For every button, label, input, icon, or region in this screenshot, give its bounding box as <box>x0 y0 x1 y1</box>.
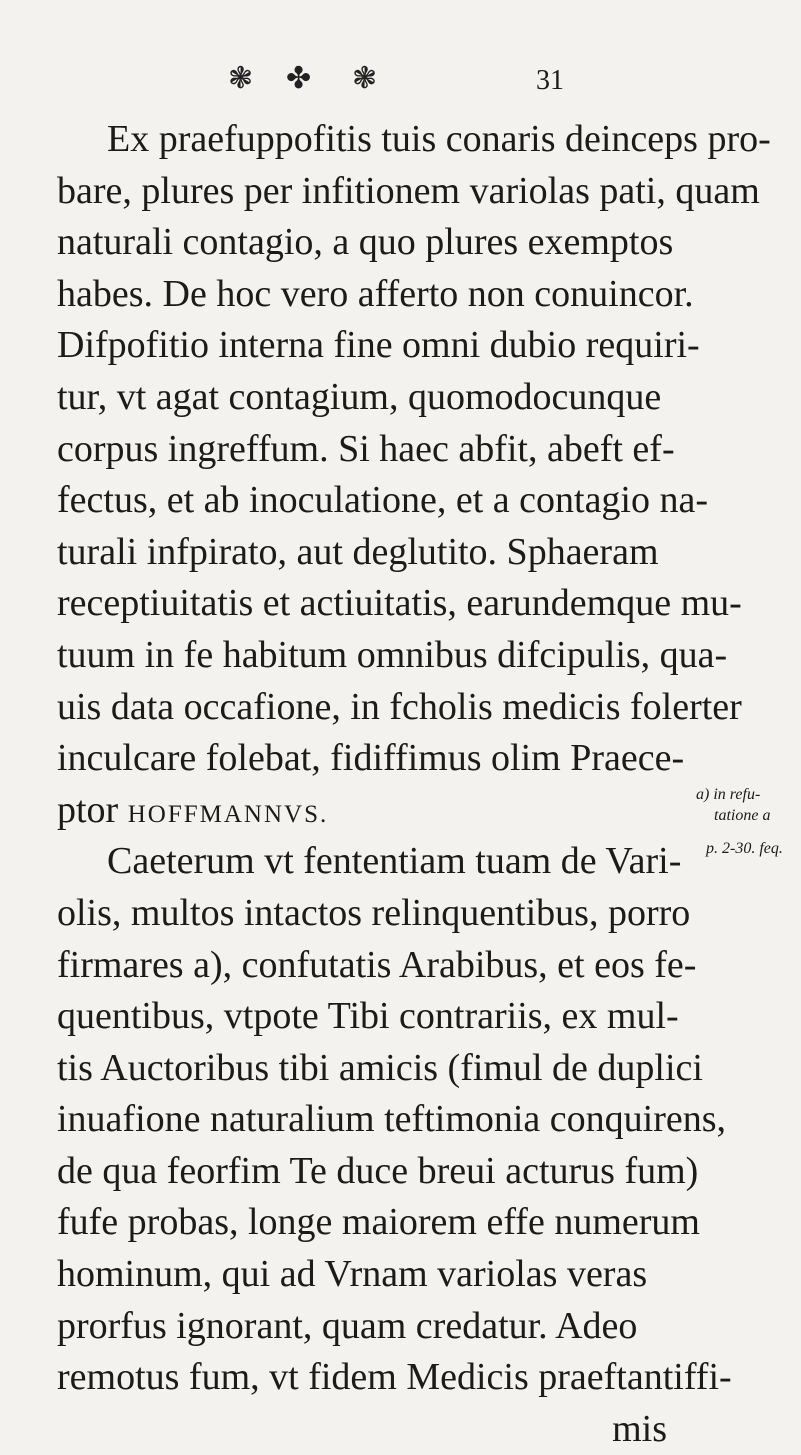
author-name-smallcaps: HOFFMANNVS. <box>127 800 329 828</box>
text-line: corpus ingreffum. Si haec abfit, abeft ef- <box>57 427 675 470</box>
text-line: inuafione naturalium teftimonia conquirens, <box>57 1098 727 1141</box>
text-line: firmares a), confutatis Arabibus, et eos fe- <box>57 943 697 986</box>
text-line: fufe probas, longe maiorem effe numerum <box>57 1201 700 1244</box>
text-line: olis, multos intactos relinquentibus, porro <box>57 891 691 934</box>
text-line: naturali contagio, a quo plures exemptos <box>57 221 674 264</box>
text-line: habes. De hoc vero afferto non conuincor. <box>57 272 694 315</box>
text-fragment: ptor <box>57 788 128 831</box>
body-text <box>57 114 771 1455</box>
text-line: tis Auctoribus tibi amicis (fimul de duplici <box>57 1046 703 1089</box>
text-line: inculcare folebat, fidiffimus olim Praece- <box>57 737 685 780</box>
text-line: bare, plures per infitionem variolas pati, quam <box>57 169 760 212</box>
ornament-cross-icon: ✤ <box>286 62 312 95</box>
marginal-note-line: a) in refu- <box>696 786 761 803</box>
text-line: turali infpirato, aut deglutito. Sphaeram <box>57 530 659 573</box>
text-line: remotus fum, vt fidem Medicis praeftantiffi- <box>57 1356 732 1399</box>
text-line: prorfus ignorant, quam credatur. Adeo <box>57 1304 638 1347</box>
marginal-note-line: tatione a <box>714 807 771 824</box>
text-line: receptiuitatis et actiuitatis, earundemque mu- <box>57 582 742 625</box>
ornament-flower-icon: ❃ <box>352 62 378 95</box>
text-line: tuum in fe habitum omnibus difcipulis, qua- <box>57 633 728 676</box>
text-line: quentibus, vtpote Tibi contrariis, ex mul- <box>57 995 679 1038</box>
text-line: de qua feorfim Te duce breui acturus fum) <box>57 1149 699 1192</box>
ornament-flower-icon: ❃ <box>228 62 254 95</box>
text-line: Ex praefuppofitis tuis conaris deinceps pro- <box>107 118 771 160</box>
text-line: tur, vt agat contagium, quomodocunque <box>57 375 662 418</box>
text-line: Caeterum vt fententiam tuam de Vari- <box>107 840 682 883</box>
page-header <box>228 62 588 102</box>
text-line: hominum, qui ad Vrnam variolas veras <box>57 1253 648 1296</box>
text-line: fectus, et ab inoculatione, et a contagio na- <box>57 479 709 522</box>
catchword: mis <box>612 1407 667 1450</box>
marginal-note-line: p. 2-30. feq. <box>706 840 783 857</box>
text-line: Difpofitio interna fine omni dubio requiri- <box>57 324 700 367</box>
text-line <box>57 785 747 837</box>
page-number: 31 <box>536 65 564 96</box>
text-line: uis data occafione, in fcholis medicis folerter <box>57 685 742 728</box>
